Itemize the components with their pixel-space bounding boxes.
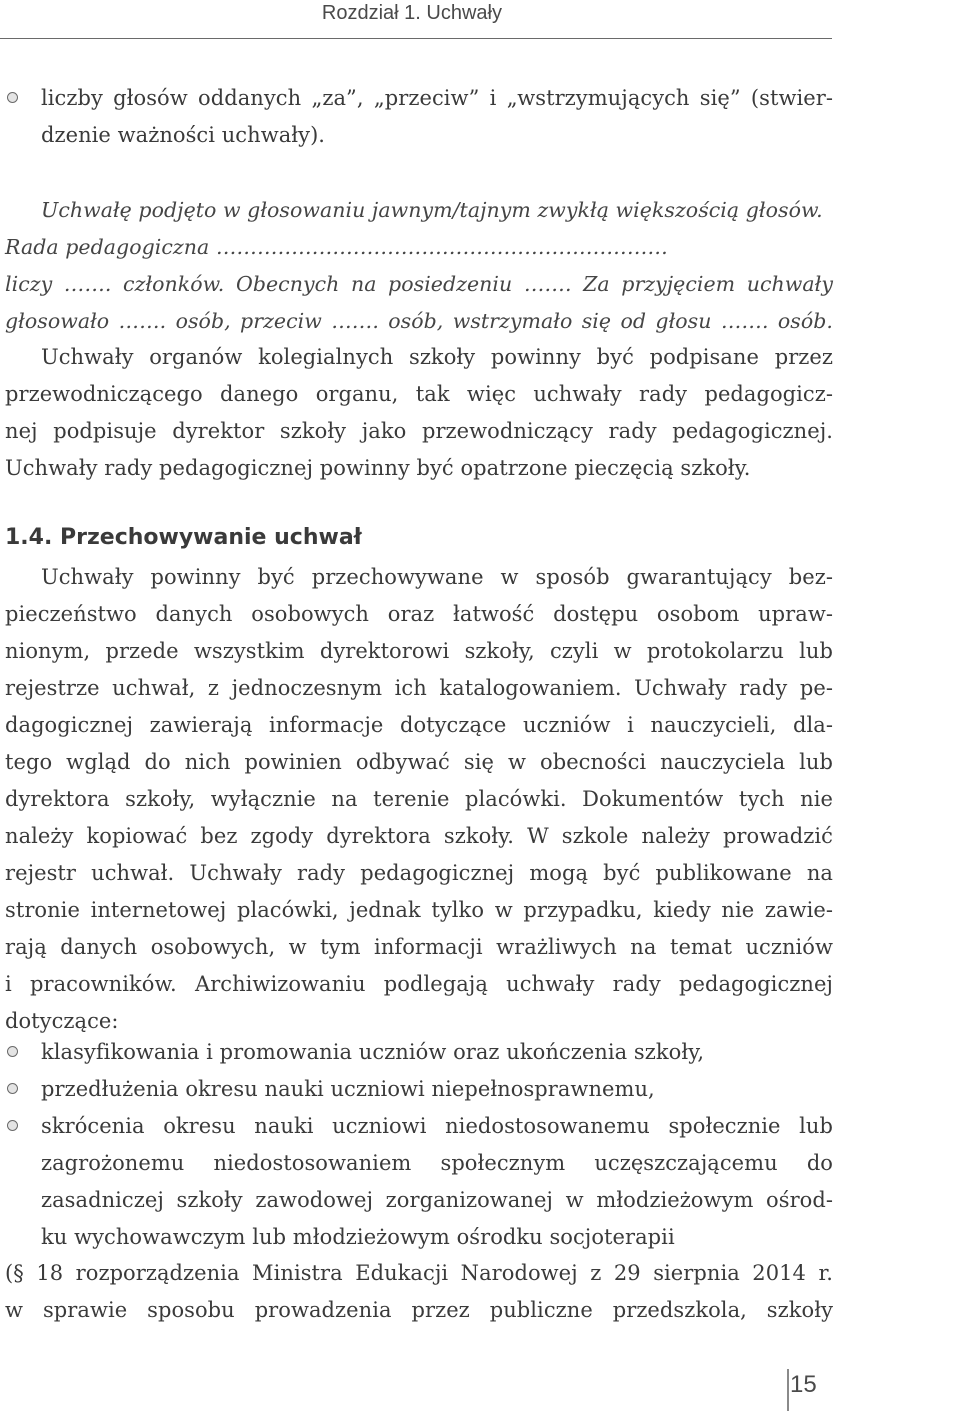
section-heading: 1.4. Przechowywanie uchwał xyxy=(5,525,362,550)
list-item-continuation: ku wychowawczym lub młodzieżowym ośrodku socjoterapii xyxy=(41,1225,675,1249)
resolution-template xyxy=(5,192,833,340)
bullet-icon xyxy=(7,1083,18,1094)
bullet-icon xyxy=(7,1120,18,1131)
template-line: liczy ……. członków. Obecnych na posiedzeniu ……. Za przyjęciem uchwały xyxy=(5,272,833,296)
paragraph-line: rejestr uchwał. Uchwały rady pedagogicznej mogą być publikowane na xyxy=(5,861,833,885)
paragraph-line: pieczeństwo danych osobowych oraz łatwość dostępu osobom upraw- xyxy=(5,602,833,626)
paragraph-line: rejestrze uchwał, z jednoczesnym ich katalogowaniem. Uchwały rady pe- xyxy=(5,676,833,700)
bullet-icon xyxy=(7,1046,18,1057)
paragraph-line: nej podpisuje dyrektor szkoły jako przewodniczący rady pedagogicznej. xyxy=(5,419,833,443)
paragraph-line: stronie internetowej placówki, jednak tylko w przypadku, kiedy nie zawie- xyxy=(5,898,833,922)
legal-reference xyxy=(5,1255,833,1329)
reference-line: (§ 18 rozporządzenia Ministra Edukacji Narodowej z 29 sierpnia 2014 r. xyxy=(5,1261,833,1285)
template-line: głosowało ……. osób, przeciw ……. osób, wstrzymało się od głosu ……. osób. xyxy=(5,309,833,333)
page-number: 15 xyxy=(790,1371,817,1398)
paragraph-line: rają danych osobowych, w tym informacji wrażliwych na temat uczniów xyxy=(5,935,833,959)
page-number-divider xyxy=(787,1369,789,1411)
top-bullet-item xyxy=(5,80,833,154)
paragraph-line: nionym, przede wszystkim dyrektorowi szkoły, czyli w protokolarzu lub xyxy=(5,639,833,663)
chapter-title: Rozdział 1. Uchwały xyxy=(321,2,502,24)
list-item: klasyfikowania i promowania uczniów oraz ukończenia szkoły, xyxy=(5,1034,833,1071)
paragraph-signing xyxy=(5,339,833,487)
list-item-continuation: zasadniczej szkoły zawodowej zorganizowanej w młodzieżowym ośrod- xyxy=(41,1188,833,1212)
paragraph-line: Uchwały rady pedagogicznej powinny być opatrzone pieczęcią szkoły. xyxy=(5,456,751,480)
paragraph-line: i pracowników. Archiwizowaniu podlegają uchwały rady pedagogicznej xyxy=(5,972,833,996)
bullet-icon xyxy=(7,92,18,103)
template-line: Uchwałę podjęto w głosowaniu jawnym/tajnym zwykłą większością głosów. xyxy=(41,198,823,222)
list-item-continuation: zagrożonemu niedostosowaniem społecznym uczęszczającemu do xyxy=(41,1151,833,1175)
paragraph-line: dagogicznej zawierają informacje dotyczące uczniów i nauczycieli, dla- xyxy=(5,713,833,737)
template-line: Rada pedagogiczna ………………………………………………………… xyxy=(5,235,668,259)
paragraph-line: tego wgląd do nich powinien odbywać się w obecności nauczyciela lub xyxy=(5,750,833,774)
paragraph-line: dyrektora szkoły, wyłącznie na terenie placówki. Dokumentów tych nie xyxy=(5,787,833,811)
archive-criteria-list xyxy=(5,1034,833,1256)
running-header xyxy=(0,0,832,39)
paragraph-line: należy kopiować bez zgody dyrektora szkoły. W szkole należy prowadzić xyxy=(5,824,833,848)
list-item: przedłużenia okresu nauki uczniowi niepełnosprawnemu, xyxy=(5,1071,833,1108)
paragraph-line: Uchwały organów kolegialnych szkoły powinny być podpisane przez xyxy=(41,345,833,369)
paragraph-line: przewodniczącego danego organu, tak więc uchwały rady pedagogicz- xyxy=(5,382,833,406)
list-item: skrócenia okresu nauki uczniowi niedostosowanemu społecznie lub xyxy=(5,1108,833,1145)
paragraph-line: Uchwały powinny być przechowywane w sposób gwarantujący bez- xyxy=(41,565,833,589)
paragraph-storage xyxy=(5,559,833,1040)
paragraph-line: dotyczące: xyxy=(5,1009,119,1033)
list-item-line: dzenie ważności uchwały). xyxy=(41,123,326,147)
reference-line: w sprawie sposobu prowadzenia przez publiczne przedszkola, szkoły xyxy=(5,1298,833,1322)
list-item-line: liczby głosów oddanych „za”, „przeciw” i „wstrzymujących się” (stwier- xyxy=(5,80,833,117)
